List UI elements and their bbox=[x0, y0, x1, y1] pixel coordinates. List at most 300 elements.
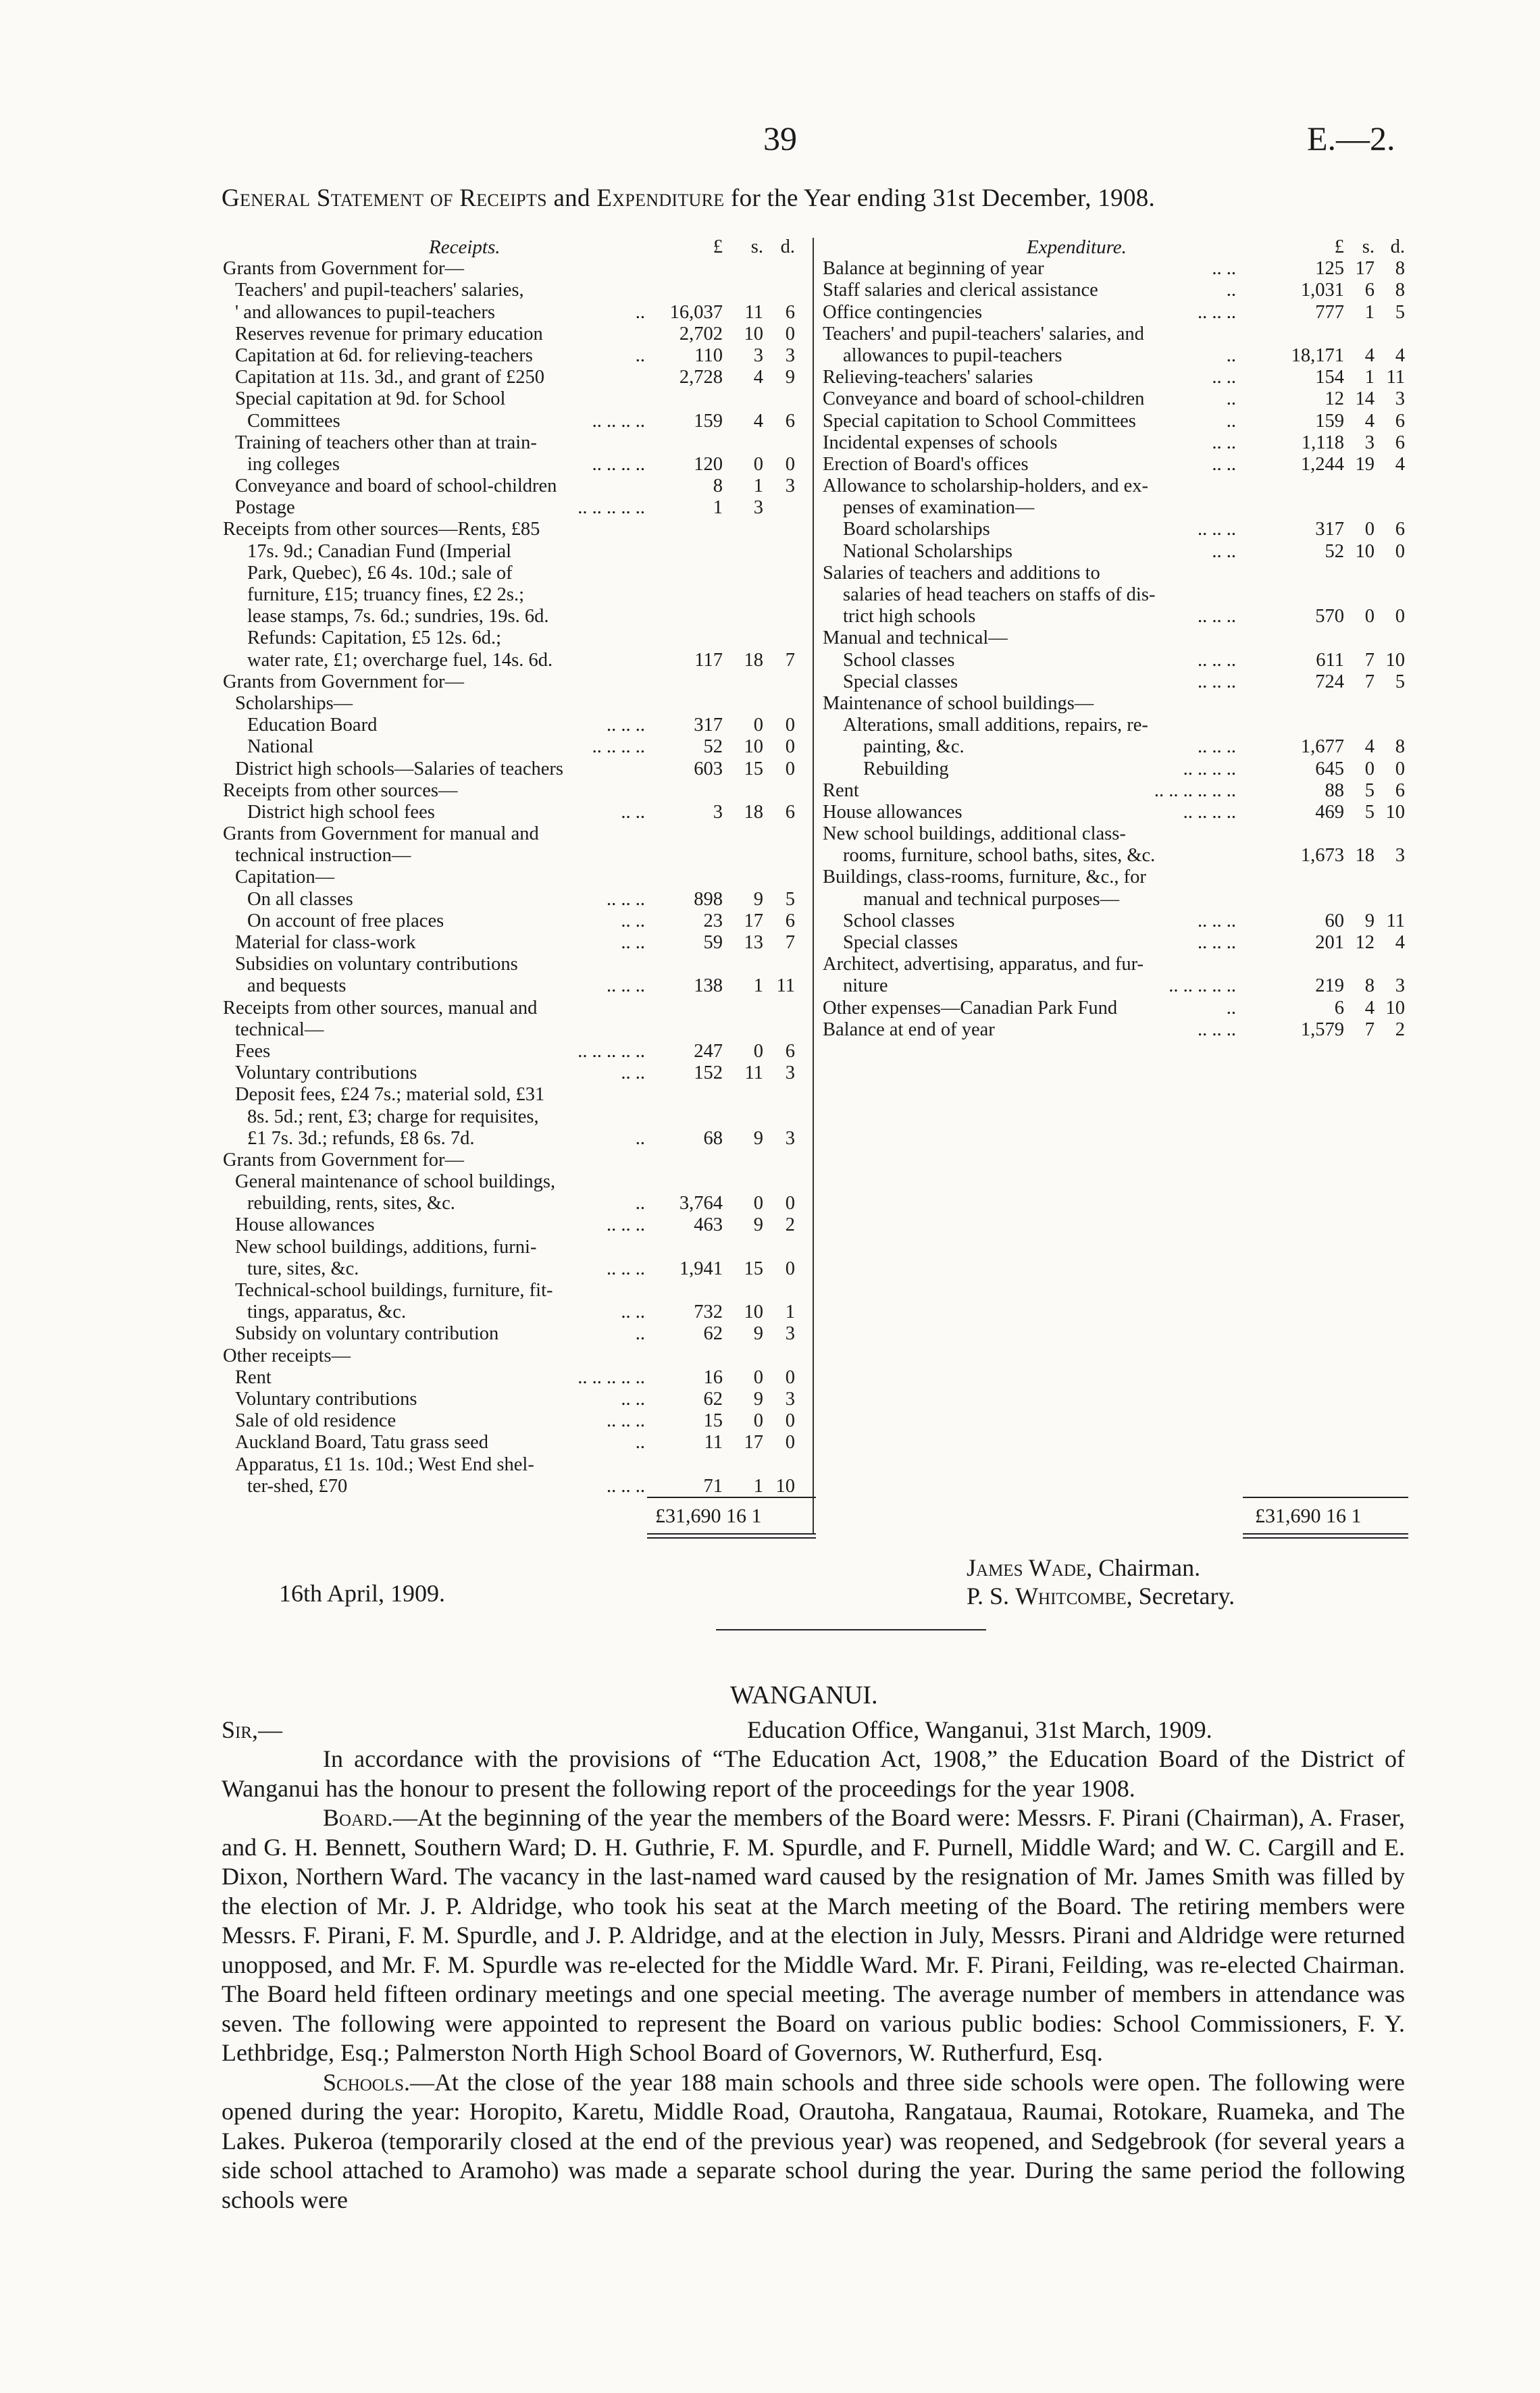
row-leader-dots: .. .. .. bbox=[1198, 649, 1236, 671]
statement-row bbox=[823, 432, 1405, 454]
row-leader-dots: .. .. bbox=[1212, 432, 1236, 453]
row-shillings: 10 bbox=[744, 1302, 763, 1323]
row-shillings: 9 bbox=[1364, 910, 1375, 931]
row-shillings: 0 bbox=[753, 1193, 763, 1214]
row-leader-dots: .. bbox=[1226, 344, 1236, 366]
statement-row bbox=[223, 1106, 804, 1128]
statement-row bbox=[823, 497, 1405, 519]
title-part-4: for the Year ending 31st December, 1908. bbox=[731, 184, 1156, 212]
statement-row bbox=[223, 1367, 804, 1389]
row-pounds: 2,728 bbox=[679, 367, 723, 388]
row-label: Office contingencies bbox=[823, 301, 983, 323]
row-leader-dots: .. .. bbox=[621, 1302, 645, 1323]
row-pounds: 3,764 bbox=[679, 1193, 723, 1214]
secretary-name: Whitcombe bbox=[1015, 1583, 1127, 1610]
row-shillings: 1 bbox=[1364, 367, 1375, 388]
row-shillings: 14 bbox=[1355, 388, 1375, 410]
row-label: Grants from Government for— bbox=[223, 671, 464, 692]
row-leader-dots: .. .. bbox=[621, 932, 645, 953]
row-pence: 6 bbox=[785, 910, 795, 931]
row-label: painting, &c. bbox=[863, 736, 965, 758]
statement-row bbox=[823, 584, 1405, 606]
row-pounds: 18,171 bbox=[1291, 344, 1344, 366]
receipts-shilling-header: s. bbox=[750, 236, 763, 257]
statement-row bbox=[223, 736, 804, 758]
row-shillings: 9 bbox=[753, 1127, 763, 1149]
row-label: trict high schools bbox=[843, 606, 976, 627]
title-part-1: General Statement of Receipts bbox=[222, 184, 547, 212]
row-shillings: 0 bbox=[753, 1366, 763, 1388]
row-pence: 6 bbox=[785, 1040, 795, 1062]
row-pence: 3 bbox=[1395, 975, 1405, 997]
row-label: Rent bbox=[823, 779, 859, 801]
row-leader-dots: .. .. .. bbox=[1198, 736, 1236, 758]
row-label: and bequests bbox=[247, 975, 346, 997]
row-pence: 4 bbox=[1395, 344, 1405, 366]
row-label: District high schools—Salaries of teachers bbox=[235, 758, 563, 779]
row-pence: 11 bbox=[1386, 910, 1405, 931]
expenditure-total-rule-top bbox=[1243, 1497, 1408, 1498]
statement-row bbox=[823, 975, 1405, 997]
statement-row bbox=[823, 802, 1405, 823]
row-label: Fees bbox=[235, 1040, 271, 1062]
row-label: Special classes bbox=[843, 932, 958, 953]
row-leader-dots: .. bbox=[1226, 280, 1236, 301]
paragraph-introduction: In accordance with the provisions of “The Education Act, 1908,” the Education Board of the District of Wanganui has the honour to present the following report of the proceedings for the year 1908. bbox=[222, 1745, 1405, 1802]
row-label: Special capitation at 9d. for School bbox=[235, 388, 506, 410]
row-pounds: 52 bbox=[1325, 540, 1344, 562]
board-text: —At the beginning of the year the members of the Board were: Messrs. F. Pirani (Chairman), A. Fraser, and G. H. Bennett, Southern Ward; D. H. Guthrie, F. M. Spurdle, and F. Purnell, Middle Ward; and W. C. Cargill and E. Dixon, Northern Ward. The vacancy in the last-named ward caused by the resignation of Mr. James Smith was filled by the election of Mr. J. P. Aldridge, who took his seat at the March meeting of the Board. The retiring members were Messrs. F. Pirani, F. M. Spurdle, and J. P. Aldridge, and at the election in July, Messrs. Pirani and Aldridge were returned unopposed, and Mr. F. M. Spurdle was re-elected for the Middle Ward. Mr. F. Pirani, Feilding, was re-elected Chairman. The Board held fifteen ordinary meetings and one special meeting. The average number of members in attendance was seven. The following were appointed to represent the Board on various public bodies: School Commissioners, F. Y. Lethbridge, Esq.; Palmerston North High School Board of Governors, W. Rutherfurd, Esq. bbox=[222, 1804, 1405, 2066]
expenditure-total: £31,690 16 1 bbox=[1255, 1505, 1362, 1527]
statement-row bbox=[823, 845, 1405, 867]
statement-row bbox=[223, 1062, 804, 1084]
row-pence: 6 bbox=[1395, 410, 1405, 432]
row-pence: 3 bbox=[785, 344, 795, 366]
row-leader-dots: .. bbox=[635, 344, 645, 366]
row-label: Grants from Government for— bbox=[223, 258, 464, 280]
row-pence: 7 bbox=[785, 649, 795, 671]
expenditure-pence-header: d. bbox=[1390, 236, 1405, 257]
row-pounds: 1,244 bbox=[1300, 453, 1344, 475]
secretary-role: , Secretary. bbox=[1126, 1583, 1235, 1610]
row-pounds: 469 bbox=[1315, 801, 1344, 823]
statement-row bbox=[223, 1171, 804, 1193]
row-pounds: 62 bbox=[703, 1388, 723, 1410]
statement-row bbox=[223, 411, 804, 432]
row-label: niture bbox=[843, 975, 888, 997]
row-label: Education Board bbox=[247, 715, 378, 736]
row-pounds: 2,702 bbox=[679, 323, 723, 344]
row-pence: 10 bbox=[1385, 997, 1405, 1019]
row-pence: 0 bbox=[785, 1410, 795, 1432]
statement-row bbox=[823, 910, 1405, 932]
row-pence: 6 bbox=[1395, 519, 1405, 540]
row-pounds: 463 bbox=[694, 1214, 723, 1236]
row-label: rooms, furniture, school baths, sites, &c. bbox=[843, 845, 1156, 867]
statement-row bbox=[223, 1302, 804, 1323]
statement-row bbox=[823, 650, 1405, 671]
row-shillings: 4 bbox=[753, 410, 763, 432]
row-label: Salaries of teachers and additions to bbox=[823, 562, 1100, 584]
row-label: Other expenses—Canadian Park Fund bbox=[823, 997, 1118, 1019]
row-shillings: 17 bbox=[1355, 258, 1375, 280]
row-label: On account of free places bbox=[247, 910, 444, 931]
schools-text: —At the close of the year 188 main schools and three side schools were open. The following were opened during the year: Horopito, Karetu, Middle Road, Orautoha, Rangataua, Raumai, Rotokare, Ruameka, and The Lakes. Pukeroa (temporarily closed at the end of the previous year) was reopened, and Sedgebrook (for several years a side school attached to Aramoho) was made a separate school during the year. During the same period the following schools were bbox=[222, 2068, 1405, 2213]
row-label: Sale of old residence bbox=[235, 1410, 396, 1432]
expenditure-total-rule-bottom-2 bbox=[1243, 1537, 1408, 1539]
expenditure-pound-header: £ bbox=[1334, 236, 1344, 257]
row-leader-dots: .. .. .. .. .. bbox=[1169, 975, 1236, 997]
statement-row bbox=[223, 345, 804, 367]
statement-row bbox=[223, 693, 804, 715]
statement-row bbox=[223, 1041, 804, 1062]
row-label: Voluntary contributions bbox=[235, 1388, 417, 1410]
row-pounds: 898 bbox=[694, 888, 723, 910]
statement-row bbox=[223, 541, 804, 563]
row-leader-dots: .. .. bbox=[1212, 453, 1236, 475]
row-pounds: 152 bbox=[694, 1062, 723, 1084]
row-shillings: 3 bbox=[753, 497, 763, 519]
row-label: Staff salaries and clerical assistance bbox=[823, 280, 1098, 301]
row-shillings: 8 bbox=[1364, 975, 1375, 997]
row-leader-dots: .. .. .. bbox=[1198, 606, 1236, 627]
row-leader-dots: .. .. .. bbox=[1198, 671, 1236, 692]
row-pence: 10 bbox=[1385, 649, 1405, 671]
statement-row bbox=[223, 280, 804, 301]
row-leader-dots: .. .. .. .. bbox=[592, 410, 645, 432]
row-leader-dots: .. bbox=[1226, 997, 1236, 1019]
row-shillings: 0 bbox=[753, 453, 763, 475]
row-shillings: 4 bbox=[1364, 736, 1375, 758]
row-label: Grants from Government for manual and bbox=[223, 823, 539, 845]
row-pence: 9 bbox=[785, 367, 795, 388]
statement-row bbox=[823, 258, 1405, 280]
row-shillings: 7 bbox=[1364, 671, 1375, 692]
row-pence: 0 bbox=[785, 715, 795, 736]
row-leader-dots: .. .. .. .. bbox=[1183, 801, 1236, 823]
statement-row bbox=[223, 302, 804, 324]
row-label: Incidental expenses of schools bbox=[823, 432, 1058, 453]
row-label: Receipts from other sources—Rents, £85 bbox=[223, 519, 540, 540]
row-pounds: 1,118 bbox=[1301, 432, 1344, 453]
row-label: Auckland Board, Tatu grass seed bbox=[235, 1432, 489, 1453]
row-leader-dots: .. .. .. bbox=[1198, 932, 1236, 953]
secretary-line bbox=[967, 1582, 1235, 1610]
statement-row bbox=[223, 650, 804, 671]
row-pence: 8 bbox=[1395, 280, 1405, 301]
row-label: Committees bbox=[247, 410, 340, 432]
row-shillings: 0 bbox=[1364, 606, 1375, 627]
row-pence: 4 bbox=[1395, 453, 1405, 475]
row-label: Balance at end of year bbox=[823, 1019, 995, 1040]
row-label: ter-shed, £70 bbox=[247, 1475, 348, 1497]
row-label: Apparatus, £1 1s. 10d.; West End shel- bbox=[235, 1453, 534, 1475]
title-part-3: Expenditure bbox=[596, 184, 725, 212]
row-pence: 3 bbox=[785, 1127, 795, 1149]
expenditure-rows bbox=[823, 258, 1405, 1041]
statement-row bbox=[823, 998, 1405, 1019]
row-pence: 2 bbox=[785, 1214, 795, 1236]
row-label: 17s. 9d.; Canadian Fund (Imperial bbox=[247, 540, 512, 562]
row-pence: 3 bbox=[785, 1388, 795, 1410]
statement-row bbox=[223, 867, 804, 888]
statement-row bbox=[223, 1150, 804, 1171]
row-label: Allowance to scholarship-holders, and ex- bbox=[823, 475, 1148, 497]
row-pence: 7 bbox=[785, 932, 795, 953]
statement-row bbox=[223, 475, 804, 497]
row-pounds: 154 bbox=[1315, 367, 1344, 388]
row-pence: 11 bbox=[776, 975, 795, 997]
row-label: furniture, £15; truancy fines, £2 2s.; bbox=[247, 584, 524, 605]
statement-date: 16th April, 1909. bbox=[279, 1580, 446, 1607]
row-leader-dots: .. .. .. bbox=[607, 975, 645, 997]
row-leader-dots: .. .. .. bbox=[1198, 301, 1236, 323]
row-pounds: 201 bbox=[1315, 932, 1344, 953]
row-leader-dots: .. .. .. bbox=[607, 1475, 645, 1497]
report-body bbox=[222, 1745, 1405, 2215]
row-pounds: 247 bbox=[694, 1040, 723, 1062]
row-leader-dots: .. .. .. bbox=[607, 1258, 645, 1279]
row-pounds: 16 bbox=[703, 1366, 723, 1388]
statement-row bbox=[223, 1410, 804, 1432]
row-leader-dots: .. .. .. bbox=[1198, 1019, 1236, 1040]
row-label: District high school fees bbox=[247, 801, 435, 823]
row-pence: 11 bbox=[1386, 367, 1405, 388]
row-pounds: 570 bbox=[1315, 606, 1344, 627]
row-shillings: 11 bbox=[744, 1062, 763, 1084]
row-label: School classes bbox=[843, 910, 955, 931]
row-label: Receipts from other sources— bbox=[223, 779, 458, 801]
row-pence: 10 bbox=[775, 1475, 795, 1497]
office-line: Education Office, Wanganui, 31st March, 1909. bbox=[747, 1716, 1212, 1743]
row-label: rebuilding, rents, sites, &c. bbox=[247, 1193, 455, 1214]
row-pounds: 6 bbox=[1334, 997, 1344, 1019]
row-pounds: 317 bbox=[694, 715, 723, 736]
row-label: ing colleges bbox=[247, 453, 340, 475]
statement-row bbox=[223, 454, 804, 475]
statement-row bbox=[223, 758, 804, 780]
row-label: Teachers' and pupil-teachers' salaries, bbox=[235, 280, 524, 301]
statement-row bbox=[223, 1432, 804, 1453]
row-label: Rebuilding bbox=[863, 758, 949, 779]
row-pence: 3 bbox=[785, 1323, 795, 1345]
row-pence: 0 bbox=[1395, 540, 1405, 562]
row-pounds: 71 bbox=[703, 1475, 723, 1497]
row-label: allowances to pupil-teachers bbox=[843, 344, 1062, 366]
row-pence: 0 bbox=[785, 1432, 795, 1453]
statement-row bbox=[223, 1128, 804, 1150]
row-pounds: 317 bbox=[1315, 519, 1344, 540]
row-pounds: 23 bbox=[703, 910, 723, 931]
row-shillings: 10 bbox=[744, 736, 763, 758]
expenditure-shilling-header: s. bbox=[1362, 236, 1375, 257]
statement-row bbox=[223, 258, 804, 280]
statement-row bbox=[223, 1214, 804, 1236]
row-label: Postage bbox=[235, 497, 295, 519]
row-shillings: 10 bbox=[1355, 540, 1375, 562]
statement-row bbox=[223, 823, 804, 845]
row-shillings: 13 bbox=[744, 932, 763, 953]
row-label: Subsidy on voluntary contribution bbox=[235, 1323, 499, 1345]
row-shillings: 7 bbox=[1364, 1019, 1375, 1040]
row-shillings: 0 bbox=[753, 1410, 763, 1432]
statement-row bbox=[223, 1237, 804, 1258]
statement-row bbox=[823, 280, 1405, 301]
row-shillings: 17 bbox=[744, 910, 763, 931]
row-label: Capitation at 11s. 3d., and grant of £250 bbox=[235, 367, 545, 388]
row-shillings: 18 bbox=[744, 801, 763, 823]
row-shillings: 1 bbox=[753, 475, 763, 497]
row-pounds: 68 bbox=[703, 1127, 723, 1149]
row-pence: 3 bbox=[785, 1062, 795, 1084]
row-leader-dots: .. .. .. .. .. bbox=[578, 1040, 645, 1062]
row-shillings: 9 bbox=[753, 888, 763, 910]
row-shillings: 9 bbox=[753, 1388, 763, 1410]
row-pounds: 1,673 bbox=[1300, 845, 1344, 867]
row-label: Subsidies on voluntary contributions bbox=[235, 954, 518, 975]
row-pounds: 3 bbox=[713, 801, 723, 823]
row-shillings: 0 bbox=[1364, 758, 1375, 779]
receipts-rows bbox=[223, 258, 804, 1497]
row-label: Technical-school buildings, furniture, fit- bbox=[235, 1280, 553, 1301]
row-pounds: 52 bbox=[703, 736, 723, 758]
statement-row bbox=[223, 1019, 804, 1041]
row-pence: 8 bbox=[1395, 258, 1405, 280]
row-pence: 6 bbox=[1395, 779, 1405, 801]
statement-row bbox=[823, 867, 1405, 888]
row-pounds: 1 bbox=[713, 497, 723, 519]
row-shillings: 9 bbox=[753, 1323, 763, 1345]
row-shillings: 6 bbox=[1364, 280, 1375, 301]
row-pence: 5 bbox=[1395, 301, 1405, 323]
row-pounds: 645 bbox=[1315, 758, 1344, 779]
row-label: technical— bbox=[235, 1019, 324, 1040]
row-leader-dots: .. .. .. .. .. bbox=[578, 497, 645, 519]
row-shillings: 7 bbox=[1364, 649, 1375, 671]
row-pence: 5 bbox=[785, 888, 795, 910]
statement-row bbox=[823, 736, 1405, 758]
row-label: Deposit fees, £24 7s.; material sold, £31 bbox=[235, 1084, 545, 1106]
paragraph-schools bbox=[222, 2068, 1405, 2215]
receipts-heading: Receipts. bbox=[429, 236, 500, 258]
row-pounds: 16,037 bbox=[669, 301, 723, 323]
statement-row bbox=[823, 758, 1405, 780]
statement-row bbox=[223, 1280, 804, 1302]
row-label: Buildings, class-rooms, furniture, &c., for bbox=[823, 867, 1146, 888]
row-pounds: 159 bbox=[694, 410, 723, 432]
row-label: Erection of Board's offices bbox=[823, 453, 1029, 475]
row-pence: 3 bbox=[785, 475, 795, 497]
row-label: Voluntary contributions bbox=[235, 1062, 417, 1084]
row-leader-dots: .. bbox=[635, 1323, 645, 1345]
report-heading: WANGANUI. bbox=[730, 1681, 878, 1709]
row-pence: 0 bbox=[785, 1258, 795, 1279]
expenditure-heading: Expenditure. bbox=[1027, 236, 1127, 258]
row-shillings: 1 bbox=[1364, 301, 1375, 323]
row-label: House allowances bbox=[823, 801, 962, 823]
schools-lead: Schools. bbox=[323, 2068, 411, 2096]
row-label: Alterations, small additions, repairs, re- bbox=[843, 715, 1148, 736]
row-label: salaries of head teachers on staffs of dis- bbox=[843, 584, 1156, 605]
row-pounds: 8 bbox=[713, 475, 723, 497]
row-label: National bbox=[247, 736, 314, 758]
statement-row bbox=[823, 1019, 1405, 1041]
row-pence: 0 bbox=[785, 1366, 795, 1388]
row-label: Training of teachers other than at train- bbox=[235, 432, 537, 453]
row-shillings: 3 bbox=[753, 344, 763, 366]
row-pounds: 15 bbox=[703, 1410, 723, 1432]
title-part-2: and bbox=[553, 184, 590, 212]
row-pence: 1 bbox=[785, 1302, 795, 1323]
row-label: Conveyance and board of school-children bbox=[823, 388, 1145, 410]
row-pence: 0 bbox=[785, 758, 795, 779]
statement-row bbox=[223, 584, 804, 606]
expenditure-header-row bbox=[823, 236, 1405, 258]
statement-row bbox=[223, 998, 804, 1019]
row-label: House allowances bbox=[235, 1214, 375, 1236]
row-label: Refunds: Capitation, £5 12s. 6d.; bbox=[247, 627, 502, 649]
statement-row bbox=[823, 475, 1405, 497]
row-pounds: 88 bbox=[1325, 779, 1344, 801]
statement-row bbox=[223, 606, 804, 627]
row-shillings: 10 bbox=[744, 323, 763, 344]
row-label: Material for class-work bbox=[235, 932, 416, 953]
row-pounds: 1,579 bbox=[1300, 1019, 1344, 1040]
statement-row bbox=[223, 1258, 804, 1280]
row-shillings: 5 bbox=[1364, 801, 1375, 823]
row-leader-dots: .. .. .. .. bbox=[592, 453, 645, 475]
row-label: Receipts from other sources, manual and bbox=[223, 997, 538, 1019]
row-shillings: 15 bbox=[744, 758, 763, 779]
row-pounds: 1,941 bbox=[679, 1258, 723, 1279]
row-label: Capitation— bbox=[235, 867, 335, 888]
statement-row bbox=[823, 954, 1405, 975]
row-shillings: 4 bbox=[1364, 344, 1375, 366]
row-pounds: 159 bbox=[1315, 410, 1344, 432]
row-label: ture, sites, &c. bbox=[247, 1258, 359, 1279]
row-label: manual and technical purposes— bbox=[863, 888, 1120, 910]
row-shillings: 18 bbox=[744, 649, 763, 671]
row-label: Scholarships— bbox=[235, 692, 353, 714]
row-shillings: 1 bbox=[753, 1475, 763, 1497]
expenditure-column bbox=[823, 236, 1405, 1041]
row-pence: 0 bbox=[1395, 758, 1405, 779]
secretary-initials: P. S. bbox=[967, 1583, 1016, 1610]
statement-row bbox=[223, 1323, 804, 1345]
row-pounds: 603 bbox=[694, 758, 723, 779]
receipts-total-rule-bottom-2 bbox=[647, 1537, 816, 1539]
statement-row bbox=[223, 1389, 804, 1410]
row-label: Park, Quebec), £6 4s. 10d.; sale of bbox=[247, 562, 513, 584]
row-pounds: 219 bbox=[1315, 975, 1344, 997]
row-pence: 0 bbox=[785, 323, 795, 344]
row-pence: 6 bbox=[785, 801, 795, 823]
row-pence: 6 bbox=[785, 301, 795, 323]
row-pence: 0 bbox=[785, 1193, 795, 1214]
row-pounds: 12 bbox=[1325, 388, 1344, 410]
row-label: School classes bbox=[843, 649, 955, 671]
row-label: Special capitation to School Committees bbox=[823, 410, 1136, 432]
statement-row bbox=[823, 671, 1405, 693]
row-label: New school buildings, additions, furni- bbox=[235, 1236, 537, 1258]
salutation: Sir,— bbox=[222, 1716, 283, 1743]
statement-row bbox=[223, 802, 804, 823]
chairman-name: James Wade bbox=[967, 1554, 1087, 1581]
row-pounds: 611 bbox=[1316, 649, 1344, 671]
expenditure-total-rule-bottom-1 bbox=[1243, 1533, 1408, 1535]
statement-row bbox=[823, 519, 1405, 540]
column-divider bbox=[813, 238, 814, 1535]
